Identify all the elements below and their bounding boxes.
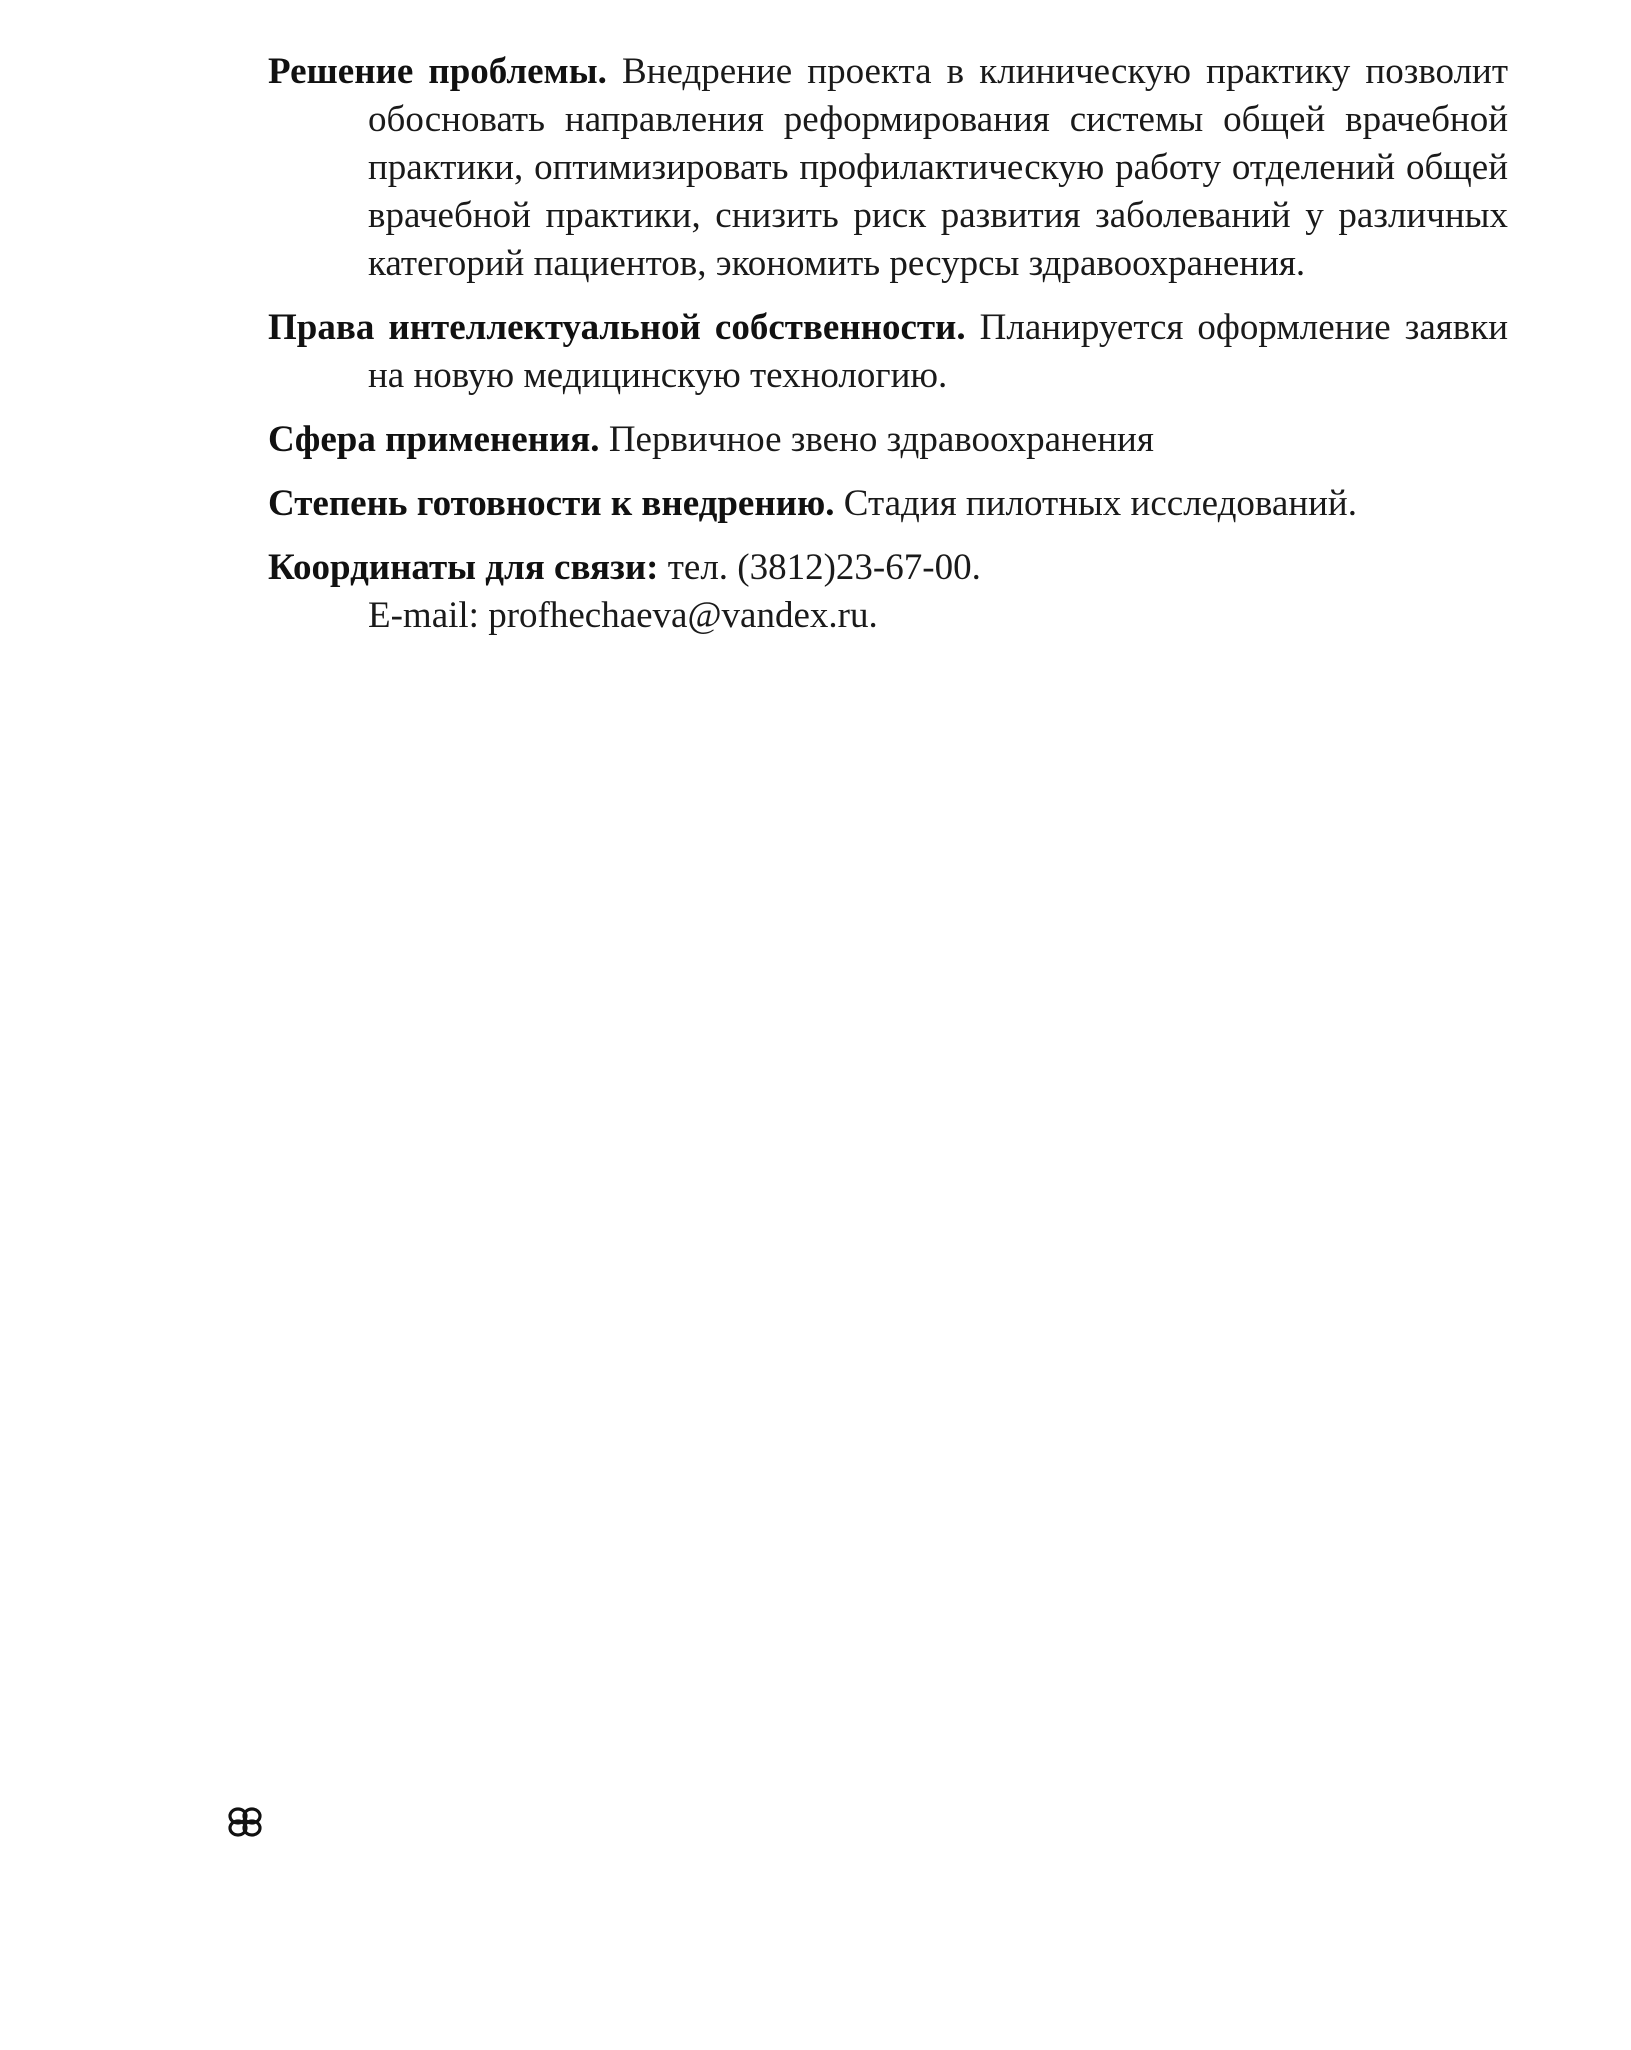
document-body bbox=[268, 48, 1508, 656]
entry-text: Стадия пилотных исследований. bbox=[843, 483, 1357, 524]
contact-label: Координаты для связи: bbox=[268, 547, 659, 588]
contact-phone: тел. (3812)23-67-00. bbox=[667, 547, 981, 588]
entry-label: Права интеллектуальной собственности. bbox=[268, 307, 966, 348]
entry-text: Внедрение проекта в клиническую практику позволит обосновать направления реформирования системы общей врачебной практики, оптимизировать профилактическую работу отделений общей врачебной практики, снизить риск развития заболеваний у различных категорий пациентов, экономить ресурсы здравоохранения. bbox=[368, 51, 1509, 284]
entry-application-area bbox=[268, 416, 1508, 464]
entry-label: Решение проблемы. bbox=[268, 51, 607, 92]
entry-label: Степень готовности к внедрению. bbox=[268, 483, 835, 524]
contact-email: E-mail: profhechaeva@vandex.ru. bbox=[368, 595, 878, 636]
entry-text: Планируется оформление заявки на новую медицинскую технологию. bbox=[368, 307, 1509, 396]
entry-text: Первичное звено здравоохранения bbox=[608, 419, 1154, 460]
entry-label: Сфера применения. bbox=[268, 419, 600, 460]
entry-readiness bbox=[268, 480, 1508, 528]
entry-contact bbox=[268, 544, 1508, 640]
ornament-icon bbox=[225, 1804, 265, 1840]
entry-intellectual-property bbox=[268, 304, 1508, 400]
entry-problem-solution bbox=[268, 48, 1508, 288]
